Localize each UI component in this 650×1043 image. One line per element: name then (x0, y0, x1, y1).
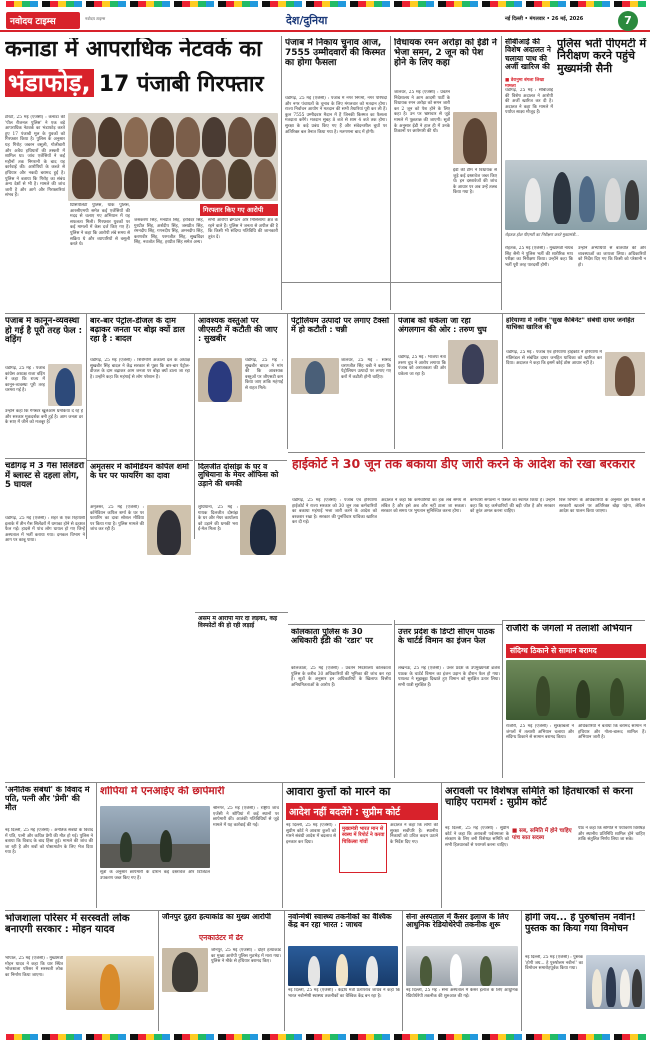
story-warring-text2: उन्होंने कहा कि गैंगस्टर खुलेआम धमकियां दे रहे हैं और सरकार मूकदर्शक बनी हुई है। आम जनता डर के साए में जीने को मजबूर है। (5, 409, 83, 426)
canada-photo-caption (200, 204, 278, 216)
masthead (0, 10, 650, 32)
story-kolkata-text: कोलकाता, 25 मई (एजेंसी) : प्रवर्तन निदेशालय कोलकाता पुलिस के करीब 30 अधिकारियों की भूमिका की जांच कर रहा है। सूत्रों के अनुसार इन अधिकारियों के खिलाफ वित्तीय अनियमितताओं के आरोप हैं। (291, 666, 391, 688)
story-dogs-headline-l2: आदेश नहीं बदलेंगे : सुप्रीम कोर्ट (289, 807, 401, 818)
story-jadhav-text: नई दिल्ली, 25 मई (एजेंसी) : केंद्रीय मंत्री प्रतापराव जाधव ने कहा कि भारत नवोन्मेषी स्वास्थ्य तकनीकों का वैश्विक केंद्र बन रहा है। (288, 988, 400, 999)
story-cancer-text: नई दिल्ली, 25 मई : सेना अस्पताल में कैंसर इलाज के लिए आधुनिक रेडियोथेरेपी तकनीक की शुरुआत की गई। (406, 988, 518, 999)
story-badal-text: चंडीगढ़, 25 मई (एजेंसी) : शिरोमणि अकाली दल के अध्यक्ष सुखबीर सिंह बादल ने केंद्र सरकार से पूछा कि बार-बार पेट्रोल-डीजल के दाम बढ़ाकर आम जनता पर बोझ क्यों डाला जा रहा है। उन्होंने कहा कि महंगाई से लोग परेशान हैं। (90, 358, 190, 380)
story-shopian-headline: शोपियां में एनआईए की छापेमारी (100, 786, 225, 797)
newspaper-logo (6, 12, 80, 29)
story-diljit-text: लुधियाना, 25 मई : गायक दिलजीत दोसांझ के घर और मेयर कार्यालय को उड़ाने की धमकी भरा ई-मेल मिला है। (198, 505, 238, 533)
story-up-text: लखनऊ, 25 मई (एजेंसी) : उत्तर प्रदेश के उपमुख्यमंत्री ब्रजेश पाठक के चार्टर्ड विमान का इंजन उड़ान के दौरान फेल हो गया। पायलट ने सूझबूझ दिखाते हुए विमान को सुरक्षित उतार लिया। सभी यात्री सुरक्षित हैं। (398, 666, 500, 688)
cancer-photo (406, 946, 518, 986)
story-dogs-headline-l1: आवारा कुत्तों को मारने का (286, 786, 391, 798)
story-canada-headline (5, 38, 277, 110)
story-book-text: नई दिल्ली, 25 मई (एजेंसी) : पुस्तक 'होगी जय... हे पुरुषोत्तम नवीन!' का विमोचन समारोहपूर्वक किया गया। (525, 955, 583, 972)
story-bhojshala-text: भोपाल, 25 मई (एजेंसी) : मुख्यमंत्री मोहन यादव ने कहा कि धार स्थित भोजशाला परिसर में सरस्वती लोक का निर्माण किया जाएगा। (5, 956, 63, 978)
arora-photo (453, 112, 497, 164)
saini-photo-caption: रोहतक होश पीएमटी का निरीक्षण करते मुख्यमंत्री... (505, 232, 579, 237)
story-affair-text: नई दिल्ली, 25 मई (एजेंसी) : अनैतिक संबंधों के विवाद में पति, पत्नी और कथित प्रेमी की मौत हो गई। पुलिस ने बताया कि विवाद के बाद हिंसा हुई। मामले की जांच की जा रही है और शवों को पोस्टमार्टम के लिए भेज दिया गया है। (5, 828, 93, 856)
story-cabinet-text: चंडीगढ़, 25 मई : पंजाब एवं हरियाणा हाईकोर्ट ने हरियाणा में मंत्रिमंडल से संबंधित दायर जनहित याचिका को खारिज कर दिया। अदालत ने कहा कि इसमें कोई ठोस आधार नहीं है। (506, 350, 602, 367)
story-nikay-text: चंडीगढ़, 25 मई (एजेंसी) : पंजाब में नगर निगमों, नगर परिषदों और नगर पंचायतों के चुनाव के लिए मंगलवार को मतदान होगा। राज्य निर्वाचन आयोग ने मतदान की सभी तैयारियां पूरी कर ली हैं। कुल 7555 उम्मीदवार मैदान में हैं जिनकी किस्मत का फैसला मतदाता करेंगे। मतदान सुबह 8 बजे से शाम 4 बजे तक होगा। सुरक्षा के कड़े प्रबंध किए गए हैं और संवेदनशील बूथों पर अतिरिक्त बल तैनात किया गया है। मतगणना बाद में होगी। (285, 96, 387, 135)
story-da-text1: चंडीगढ़, 25 मई (एजेंसी) : पंजाब एवं हरियाणा हाईकोर्ट ने राज्य सरकार को 30 जून तक कर्मचारियों का बकाया महंगाई भत्ता जारी करने के आदेश को बरकरार रखा है। सरकार की पुनर्विचार याचिका खारिज कर दी गई। (292, 498, 377, 526)
shopian-photo (100, 806, 210, 868)
canada-text-col2: प्रिंसिपेलिटी पुलिस, यॉर्क पुलिस, आरसीएमपी समेत कई एजेंसियों की मदद से चलाए गए अभियान में यह सफलता मिली। गिरफ्तार युवकों पर कई मामलों में केस दर्ज किए गए हैं। पुलिस ने कहा कि आरोपी लंबे समय से सक्रिय थे और व्यापारियों से वसूली करते थे। (70, 203, 130, 248)
registration-bar (0, 0, 650, 10)
story-kapil-headline: अमृतसर में कॉमेडियन कपिल शर्मा के घर पर फायरिंग का दावा (90, 463, 189, 480)
warring-photo (48, 364, 82, 406)
story-nikay-headline: पंजाब में निकाय चुनाव आज, 7555 उम्मीदवारों की किस्मत का होगा फैसला (285, 38, 386, 69)
story-assam-headline: असम में आरोपी मार दो लड़का, कई विस्फोटों की हो रही लड़ाई (198, 616, 278, 629)
canada-photo-grid (68, 113, 278, 201)
headline-line2: 17 पंजाबी गिरफ्तार (98, 72, 264, 97)
story-blast-text: चंडीगढ़, 25 मई (एजेंसी) : शहर के एक रिहायशी इलाके में तीन गैस सिलेंडरों में धमाका होने से दहशत फैल गई। हादसे में पांच लोग घायल हो गए जिन्हें अस्पताल में भर्ती कराया गया। दमकल विभाग ने आग पर काबू पाया। (5, 516, 85, 544)
story-cbi-headline: सीबीआई की विशेष अदालत ने चलाया पाथ की अर्जी खारिज की (505, 38, 551, 72)
logo-text: नवोदय टाइम्स (10, 17, 56, 27)
story-da-text4: वित्त विभाग के अधिकारियों के अनुसार इस फैसले से सरकारी खजाने पर अतिरिक्त बोझ पड़ेगा, लेकिन आदेश का पालन किया जाएगा। (559, 498, 645, 515)
story-diljit-headline: दिलजीत दोसांझ के घर व लुधियाना के मेयर ऑफिस को उड़ाने की धमकी (198, 463, 279, 488)
story-warring-text: चंडीगढ़, 25 मई : पंजाब कांग्रेस अध्यक्ष राजा वड़िंग ने कहा कि राज्य में कानून-व्यवस्था पूरी तरह चरमरा गई है। (5, 366, 45, 394)
page-number-badge (618, 11, 638, 31)
jadhav-photo (288, 946, 398, 986)
story-channi-headline: पेट्रोलियम उत्पादों पर लगाए टैक्सों में हो कटौती : चन्नी (291, 317, 390, 334)
story-blast-headline: चंडीगढ़ में 3 गैस सिलेंडरों में ब्लास्ट से दहला लोग, 5 घायल (5, 462, 85, 491)
story-rajouri-text2: अधिकारियों ने बताया कि बरामद सामान में हथियार और गोला-बारूद शामिल हैं। अभियान जारी है। (578, 724, 646, 741)
story-da-headline: हाईकोर्ट ने 30 जून तक बकाया डीए जारी करने के आदेश को रखा बरकरार (292, 457, 636, 471)
story-cabinet-headline: हरियाणा में नवीन "सुख कैबिनेट" संबंधी दायर जनहित याचिका खारिज की (506, 317, 635, 332)
story-jaunpur-text: जौनपुर, 25 मई (एजेंसी) : दोहरे हत्याकांड का मुख्य आरोपी पुलिस मुठभेड़ में मारा गया। पुलिस ने मौके से हथियार बरामद किए। (211, 948, 281, 965)
story-badal-headline: बार-बार पेट्रोल-डीजल के दाम बढ़ाकर जनता पर बोझ क्यों डाल रहा है : बादल (90, 317, 185, 343)
story-chugh-headline: पंजाब को धकेला जा रहा अंगलगान की ओर : तरुण चुघ (398, 317, 487, 334)
section-label: देश/दुनिया (286, 14, 328, 27)
story-up-headline: उत्तर प्रदेश के डिप्टी सीएम पाठक के चार्टर्ड विमान का इंजन फेल (398, 628, 495, 645)
story-rajouri-sub: संदिग्ध ठिकाने से सामान बरामद (510, 646, 597, 655)
dateline: नई दिल्ली • मंगलवार • 26 मई, 2026 (505, 16, 584, 22)
headline-line1: कनाडा में आपराधिक नेटवर्क का (5, 38, 262, 62)
story-aravalli-text: नई दिल्ली, 25 मई (एजेंसी) : सुप्रीम कोर्ट ने कहा कि अरावली पर्वतमाला के संरक्षण के लिए बनी विशेषज्ञ समिति को सभी हितधारकों से परामर्श करना चाहिए। (445, 826, 509, 848)
saini-photo (505, 160, 647, 230)
story-rajouri-headline: राजौरी के जंगलों में तलाशी अभियान (506, 624, 632, 634)
rajouri-photo (506, 660, 646, 720)
story-shopian-text2: सूत्रों के अनुसार छापेमारी के दौरान कई दस्तावेज और डिजिटल उपकरण जब्त किए गए हैं। (100, 870, 210, 881)
story-bhojshala-headline: भोजशाला परिसर में सरस्वती लोक बनाएगी सरकार : मोहन यादव (5, 913, 130, 936)
story-aravalli-headline: अरावली पर विशेषज्ञ समिति को हितधारकों से करना चाहिए परामर्श : सुप्रीम कोर्ट (445, 786, 633, 809)
jaunpur-photo (162, 948, 208, 992)
story-affair-headline: 'अनैतिक संबंधों' के विवाद में पति, पत्नी और 'प्रेमी' की मौत (5, 786, 90, 812)
story-jaunpur-headline: जौनपुर दुहरा हत्याकांड का मुख्य आरोपी (162, 913, 271, 921)
story-dogs-text: नई दिल्ली, 25 मई (एजेंसी) : सुप्रीम कोर्ट ने आवारा कुत्तों को मारने संबंधी आदेश में बदलाव से इनकार कर दिया। (286, 823, 336, 845)
story-book-headline: होगी जय... हे पुरुषोत्तम नवीन! पुस्तक का किया गया विमोचन (525, 913, 636, 934)
chugh-photo (448, 340, 498, 384)
page-number: 7 (624, 14, 632, 27)
story-saini-headline: पुलिस भर्ती पीएमटी में निरीक्षण करने पहुंचे मुख्यमंत्री सैनी (557, 38, 647, 75)
kapil-photo (147, 505, 191, 555)
channi-photo (291, 358, 339, 394)
canada-text-left: टोरंटो, 25 मई (एजेंसी) : कनाडा की 'पील रीजनल पुलिस' ने एक बड़े आपराधिक नेटवर्क का भंडाफोड़ करते हुए 17 पंजाबी मूल के युवकों को गिरफ्तार किया है। पुलिस के अनुसार यह गिरोह जबरन वसूली, गोलीबारी और अवैध हथियारों की तस्करी में शामिल था। जांच एजेंसियों ने कई महीनों तक निगरानी के बाद यह कार्रवाई की। आरोपियों के कब्जे से हथियार और नकदी बरामद हुई है। पुलिस ने बताया कि गिरोह का संबंध अन्य देशों से भी है। मामले की जांच जारी है और आगे और गिरफ्तारियां संभव हैं। (5, 115, 65, 199)
cabinet-photo (605, 352, 645, 396)
story-cbi-sub: ■ डेरानुमा बंगला लिखा मामला (505, 78, 545, 89)
story-channi-text: जालंधर, 25 मई : सांसद चरणजीत सिंह चन्नी ने कहा कि पेट्रोलियम उत्पादों पर लगाए गए करों में कटौती होनी चाहिए। (341, 358, 391, 380)
story-jadhav-headline: नवोन्मेषी स्वास्थ्य तकनीकों का वैश्विक केंद्र बन रहा भारत : जाधव (288, 913, 392, 930)
registration-bar-bottom (6, 1034, 646, 1040)
canada-text-col4: सभी आरोपी ब्रैम्पटन और मिसिसॉगा क्षेत्र के रहने वाले हैं। पुलिस ने जनता से अपील की है कि किसी भी संदिग्ध गतिविधि की जानकारी तुरंत दें। (208, 218, 278, 240)
story-rajouri-text: राजौरी, 25 मई (एजेंसी) : सुरक्षाबलों ने जंगलों में तलाशी अभियान चलाया और संदिग्ध ठिकाने से सामान बरामद किया। (506, 724, 574, 741)
story-warring-headline: पंजाब में कानून-व्यवस्था हो गई है पूरी तरह फेल : वड़िंग (5, 317, 83, 346)
story-dogs-text2: अदालत ने कहा कि लोगों की सुरक्षा सर्वोपरि है। स्थानीय निकायों को उचित कदम उठाने के निर्देश दिए गए। (390, 823, 438, 845)
story-dogs-headline-box (286, 803, 438, 820)
story-shopian-text: श्रीनगर, 25 मई (एजेंसी) : राष्ट्रीय जांच एजेंसी ने शोपियां में कई स्थानों पर छापेमारी की। आतंकी गतिविधियों से जुड़े मामले में यह कार्रवाई की गई। (213, 806, 279, 828)
story-saini-text2: उन्होंने अभ्यर्थियों से बातचीत की और व्यवस्थाओं का जायजा लिया। अधिकारियों को निर्देश दिए गए कि किसी को परेशानी न हो। (578, 246, 646, 268)
story-jaunpur-sub: एनकाउंटर में ढेर (199, 934, 243, 942)
story-dogs-pull-quote (339, 823, 387, 873)
story-ed-text2: ईडी की टीम ने विधायक से जुड़े कई दस्तावेज जब्त किए थे। इन दस्तावेजों की जांच के आधार पर अब उन्हें तलब किया गया है। (453, 168, 497, 196)
story-kapil-text: अमृतसर, 25 मई (एजेंसी) : कॉमेडियन कपिल शर्मा के घर पर फायरिंग का दावा सोशल मीडिया पर किया गया है। पुलिस मामले की जांच कर रही है। (90, 505, 144, 533)
pull-quote-text: मुख्यमंत्री भारत मान से स्वस्थ में रिपोर्ट ने करवा चिकित्सा गांवों (342, 826, 385, 845)
story-cancer-headline: सेना अस्पताल में कैंसर इलाज के लिए आधुनिक रेडियोथेरेपी तकनीक शुरू (406, 913, 509, 930)
caption-text: गिरफ्तार किए गए आरोपी (203, 206, 264, 214)
story-cbi-text: चंडीगढ़, 25 मई : सीबीआई की विशेष अदालत ने आरोपी की अर्जी खारिज कर दी है। अदालत ने कहा कि मामले में पर्याप्त साक्ष्य मौजूद हैं। (505, 88, 553, 116)
story-aravalli-sub: ■ सब, समिति में होने चाहिए पांच सात सदस्य (512, 828, 572, 841)
bhojshala-photo (66, 956, 154, 1010)
headline-highlight: भंडाफोड़, (5, 69, 94, 97)
section-tab (280, 12, 370, 29)
book-photo (586, 955, 645, 1009)
story-da-text2: अदालत ने कहा कि कर्मचारियों का हक लंबे समय से लंबित है और इसे अब और नहीं टाला जा सकता। सरकार को समय पर भुगतान सुनिश्चित करना होगा। (381, 498, 466, 515)
story-rajouri-sub-box (506, 644, 646, 658)
story-ed-headline: विधायक रमन अरोड़ा को ईडी ने भेजा समन, 2 जून को पेश होने के लिए कहा (394, 38, 497, 69)
canada-text-col3: जसकरण सिंह, मनप्रीत सिंह, हरविंदर सिंह, गुरप्रीत सिंह, अर्शदीप सिंह, जसप्रीत सिंह, रमनदीप सिंह, गगनदीप सिंह, अमनदीप सिंह, करणवीर सिंह, परमजीत सिंह, सुखविंदर सिंह, नवजोत सिंह, हरप्रीत सिंह समेत अन्य। (134, 218, 204, 246)
story-sukhbir-text: चंडीगढ़, 25 मई : सुखबीर बादल ने मांग की कि आवश्यक वस्तुओं पर जीएसटी कम किया जाए ताकि महंगाई से राहत मिले। (245, 358, 283, 391)
story-ed-text: जालंधर, 25 मई (एजेंसी) : प्रवर्तन निदेशालय ने आम आदमी पार्टी के विधायक रमन अरोड़ा को समन जारी कर 2 जून को पेश होने के लिए कहा है। उन पर भ्रष्टाचार से जुड़े मामले में पूछताछ की जाएगी। सूत्रों के अनुसार ईडी ने हाल ही में उनके ठिकानों पर छापेमारी की थी। (394, 90, 450, 135)
story-da-text3: कर्मचारी संगठनों ने फैसले का स्वागत किया है। उन्होंने कहा कि यह कर्मचारियों की बड़ी जीत है और सरकार को तुरंत अमल करना चाहिए। (470, 498, 555, 515)
story-sukhbir-headline: आवश्यक वस्तुओं पर जीएसटी में कटौती की जाए : सुखबीर (198, 317, 278, 343)
story-aravalli-text2: पीठ ने कहा कि समिति में पर्यावरण विशेषज्ञ और स्थानीय प्रतिनिधि शामिल होने चाहिए ताकि संतुलित निर्णय लिया जा सके। (578, 826, 645, 843)
story-chugh-text: चंडीगढ़, 25 मई : भाजपा नेता तरुण चुघ ने आरोप लगाया कि पंजाब को अराजकता की ओर धकेला जा रहा है। (398, 355, 446, 377)
story-kolkata-headline: कोलकाता पुलिस के 30 अधिकारी ईडी की 'रडार' पर (291, 628, 373, 645)
diljit-photo (240, 505, 286, 555)
sukhbir-photo (198, 358, 242, 402)
story-saini-text: रोहतक, 25 मई (एजेंसी) : मुख्यमंत्री नायब सिंह सैनी ने पुलिस भर्ती की शारीरिक माप परीक्षा का निरीक्षण किया। उन्होंने कहा कि भर्ती पूरी तरह पारदर्शी होगी। (505, 246, 573, 268)
masthead-small-text: नवोदय टाइम्स (85, 16, 106, 21)
